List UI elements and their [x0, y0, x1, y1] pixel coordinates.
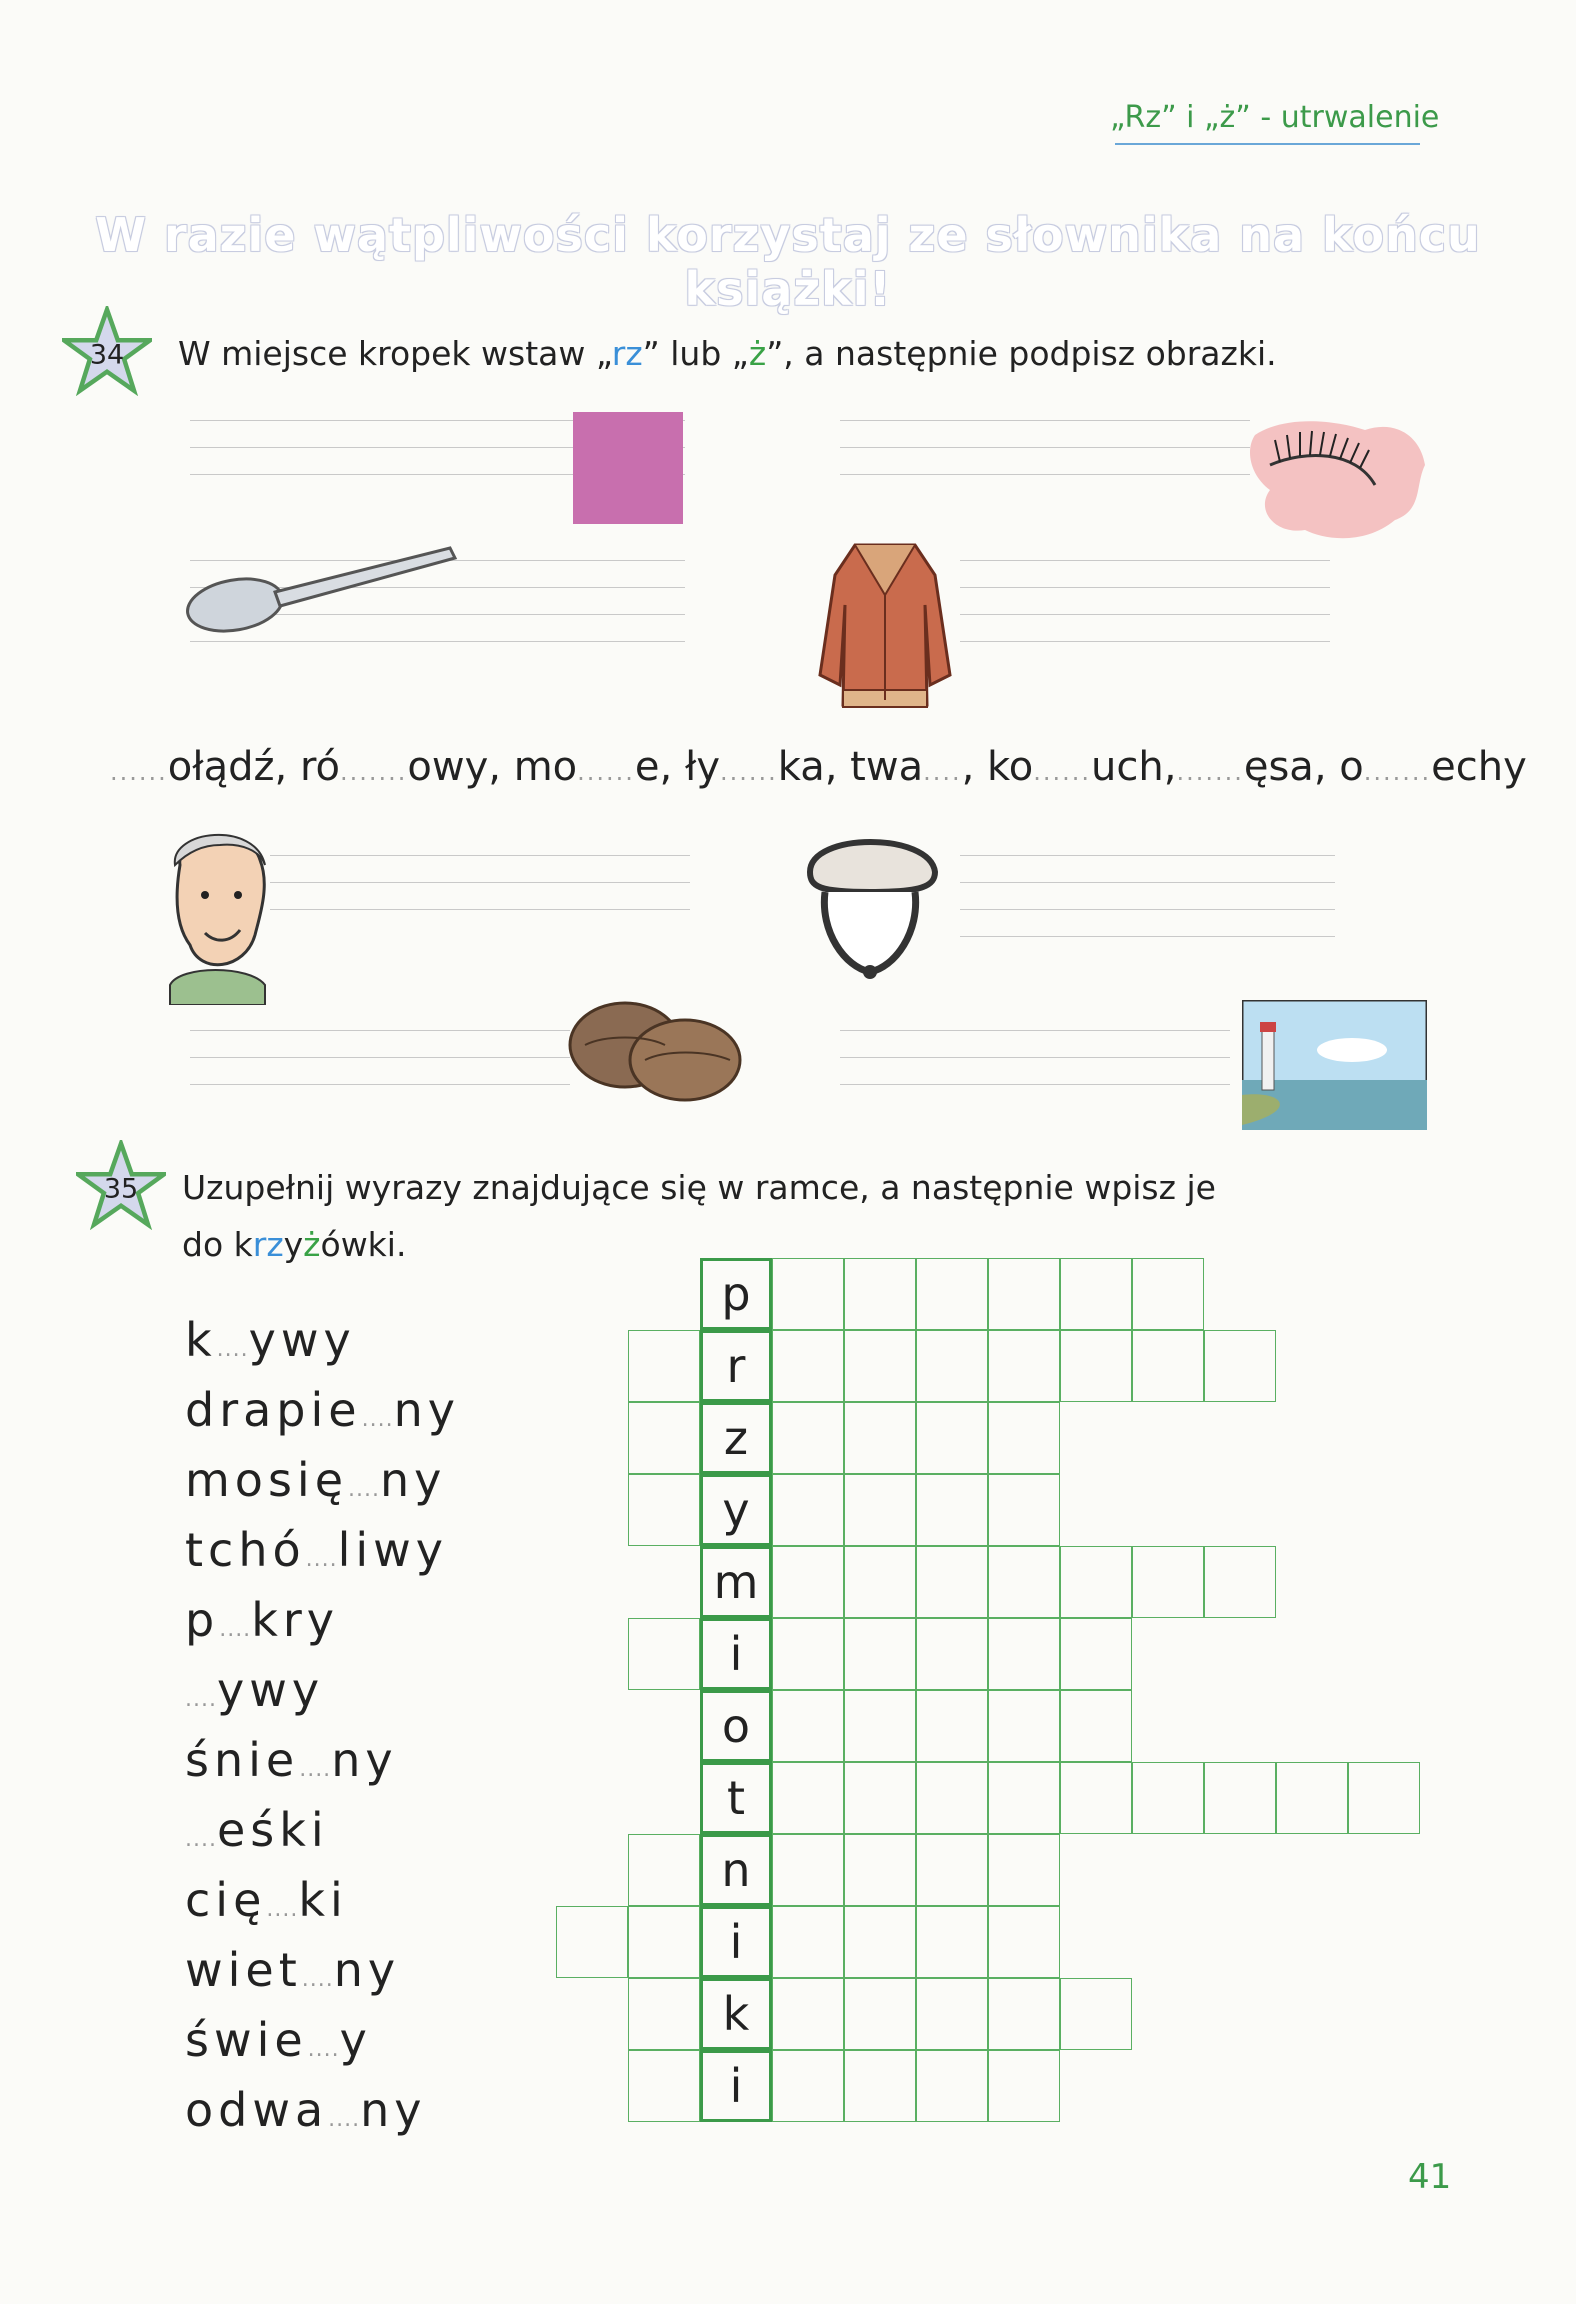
word-fragment: owy, mo — [407, 744, 578, 790]
eyelash-image — [1245, 410, 1430, 545]
crossword-cell[interactable] — [916, 1978, 988, 2050]
crossword-cell[interactable] — [988, 1474, 1060, 1546]
word-list-item — [185, 2075, 460, 2145]
blank-dots: .... — [361, 1407, 394, 1432]
task-35-number: 35 — [103, 1173, 139, 1205]
crossword-key-cell — [700, 1330, 772, 1402]
task-34-star-icon — [62, 306, 152, 396]
crossword-cell[interactable] — [1204, 1762, 1276, 1834]
blank-dots: .... — [266, 1897, 299, 1922]
crossword-cell[interactable] — [844, 1834, 916, 1906]
crossword-cell[interactable] — [988, 2050, 1060, 2122]
crossword-cell[interactable] — [772, 1546, 844, 1618]
crossword-cell[interactable] — [556, 1906, 628, 1978]
crossword-cell[interactable] — [1348, 1762, 1420, 1834]
crossword-cell[interactable] — [1060, 1330, 1132, 1402]
blank-dots: .... — [219, 1617, 252, 1642]
crossword-key-letter: i — [729, 1915, 743, 1969]
word-fragment: , ko — [961, 744, 1034, 790]
crossword-key-cell — [700, 1546, 772, 1618]
word-part-before: k — [185, 1313, 217, 1367]
word-part-before: wiet — [185, 1943, 302, 1997]
crossword-cell[interactable] — [988, 1906, 1060, 1978]
crossword-key-cell — [700, 1474, 772, 1546]
word-list-item — [185, 1305, 460, 1375]
crossword-cell[interactable] — [1060, 1618, 1132, 1690]
task-34-number: 34 — [89, 339, 125, 371]
word-list-task-34: ......ołądź, ró.......owy, mo......e, ły......ka, twa...., ko......uch,.......ęsa, o.......echy — [110, 744, 1527, 790]
crossword-cell[interactable] — [844, 1690, 916, 1762]
crossword-cell[interactable] — [772, 1402, 844, 1474]
crossword-key-letter: m — [713, 1555, 759, 1609]
crossword-key-cell — [700, 1762, 772, 1834]
word-part-before: odwa — [185, 2083, 329, 2137]
writing-lines-8 — [840, 1030, 1230, 1111]
word-list-item — [185, 1795, 460, 1865]
crossword-cell[interactable] — [844, 1474, 916, 1546]
word-list-item — [185, 1865, 460, 1935]
blank-dots: .... — [216, 1337, 249, 1362]
word-list-item — [185, 1935, 460, 2005]
crossword-cell[interactable] — [1204, 1330, 1276, 1402]
word-list-item — [185, 1655, 460, 1725]
writing-lines-6 — [960, 855, 1335, 963]
crossword-cell[interactable] — [916, 1546, 988, 1618]
crossword-cell[interactable] — [988, 1834, 1060, 1906]
crossword-cell[interactable] — [844, 1402, 916, 1474]
header-underline — [1115, 143, 1420, 145]
writing-lines-5 — [270, 855, 690, 936]
word-part-after: ny — [393, 1383, 460, 1437]
crossword-key-letter: y — [722, 1483, 750, 1537]
acorn-image — [800, 822, 940, 982]
crossword-cell[interactable] — [844, 1978, 916, 2050]
crossword-key-letter: o — [721, 1699, 751, 1753]
blank-dots: .... — [305, 1547, 338, 1572]
word-list-item — [185, 2005, 460, 2075]
word-part-before: p — [185, 1593, 220, 1647]
page-number: 41 — [1408, 2157, 1452, 2197]
crossword-cell[interactable] — [988, 1330, 1060, 1402]
crossword-cell[interactable] — [772, 1978, 844, 2050]
crossword-cell[interactable] — [1132, 1546, 1204, 1618]
crossword-cell[interactable] — [1276, 1762, 1348, 1834]
crossword-cell[interactable] — [844, 1546, 916, 1618]
word-part-after: ny — [333, 1943, 401, 1997]
crossword-cell[interactable] — [916, 1402, 988, 1474]
task-34-instruction: W miejsce kropek wstaw „rz” lub „ż”, a następnie podpisz obrazki. — [178, 334, 1277, 373]
crossword-cell[interactable] — [1132, 1330, 1204, 1402]
crossword-cell[interactable] — [1060, 1978, 1132, 2050]
crossword-key-cell — [700, 2050, 772, 2122]
crossword-cell[interactable] — [628, 1834, 700, 1906]
word-part-after: ywy — [248, 1313, 356, 1367]
crossword-key-letter: z — [723, 1411, 749, 1465]
word-part-after: liwy — [337, 1523, 449, 1577]
crossword-cell[interactable] — [1204, 1546, 1276, 1618]
crossword-cell[interactable] — [844, 1906, 916, 1978]
crossword-cell[interactable] — [916, 2050, 988, 2122]
word-part-after: ywy — [216, 1663, 325, 1717]
crossword-cell[interactable] — [988, 1978, 1060, 2050]
word-part-after: kry — [251, 1593, 339, 1647]
crossword-cell[interactable] — [1132, 1258, 1204, 1330]
word-part-before: mosię — [185, 1453, 348, 1507]
crossword-cell[interactable] — [916, 1330, 988, 1402]
crossword-cell[interactable] — [628, 1330, 700, 1402]
crossword-key-letter: k — [722, 1987, 750, 2041]
blank-dots: .... — [301, 1967, 334, 1992]
crossword-cell[interactable] — [844, 1258, 916, 1330]
blank-dots: .... — [299, 1757, 332, 1782]
word-part-after: eśki — [216, 1803, 329, 1857]
task-35-instruction-line-2: do krzyżówki. — [182, 1225, 407, 1264]
fur-coat-image — [815, 535, 955, 715]
crossword-cell[interactable] — [772, 1762, 844, 1834]
word-part-after: ny — [379, 1453, 447, 1507]
crossword-cell[interactable] — [916, 1690, 988, 1762]
crossword-key-cell — [700, 1618, 772, 1690]
crossword-cell[interactable] — [772, 1906, 844, 1978]
crossword-cell[interactable] — [1060, 1258, 1132, 1330]
pink-square-image — [573, 412, 683, 524]
crossword-cell[interactable] — [988, 1762, 1060, 1834]
crossword-cell[interactable] — [916, 1258, 988, 1330]
word-list-task-35 — [185, 1305, 460, 2145]
crossword-cell[interactable] — [988, 1258, 1060, 1330]
crossword-cell[interactable] — [844, 2050, 916, 2122]
crossword-key-letter: t — [726, 1771, 746, 1825]
word-fragment: ołądź, ró — [167, 744, 340, 790]
crossword-cell[interactable] — [916, 1618, 988, 1690]
crossword-key-letter: i — [729, 1627, 743, 1681]
crossword-cell[interactable] — [988, 1618, 1060, 1690]
grandfather-face-image — [160, 825, 275, 1005]
word-part-after: y — [339, 2013, 372, 2067]
crossword-cell[interactable] — [916, 1762, 988, 1834]
crossword-cell[interactable] — [916, 1906, 988, 1978]
crossword-cell[interactable] — [1060, 1762, 1132, 1834]
word-fragment: uch, — [1091, 744, 1177, 790]
word-list-item — [185, 1725, 460, 1795]
crossword-cell[interactable] — [1132, 1762, 1204, 1834]
crossword-cell[interactable] — [916, 1474, 988, 1546]
word-part-after: ny — [331, 1733, 398, 1787]
crossword-cell[interactable] — [628, 1618, 700, 1690]
word-list-item — [185, 1585, 460, 1655]
word-list-item — [185, 1375, 460, 1445]
crossword-cell[interactable] — [628, 1402, 700, 1474]
task-35-instruction-line-1: Uzupełnij wyrazy znajdujące się w ramce, a następnie wpisz je — [182, 1168, 1216, 1207]
word-fragment: ka, twa — [777, 744, 924, 790]
crossword-cell[interactable] — [916, 1834, 988, 1906]
crossword-key-letter: p — [721, 1267, 751, 1321]
blank-dots: .... — [185, 1687, 217, 1712]
task-35-star-icon — [76, 1140, 166, 1230]
crossword-cell[interactable] — [628, 1978, 700, 2050]
spoon-image — [180, 540, 460, 640]
crossword-key-cell — [700, 1402, 772, 1474]
crossword-key-cell — [700, 1258, 772, 1330]
crossword-cell[interactable] — [628, 1474, 700, 1546]
crossword-cell[interactable] — [1060, 1690, 1132, 1762]
crossword-cell[interactable] — [772, 1330, 844, 1402]
header-title: „Rz” i „ż” - utrwalenie — [1110, 100, 1440, 135]
crossword-key-cell — [700, 1690, 772, 1762]
crossword-cell[interactable] — [1060, 1546, 1132, 1618]
crossword-cell[interactable] — [772, 1618, 844, 1690]
crossword-key-letter: i — [729, 2059, 743, 2113]
dictionary-banner: W razie wątpliwości korzystaj ze słownika na końcu książki! — [95, 208, 1481, 316]
word-fragment: echy — [1431, 744, 1527, 790]
crossword-cell[interactable] — [844, 1618, 916, 1690]
crossword-cell[interactable] — [772, 2050, 844, 2122]
crossword-cell[interactable] — [988, 1690, 1060, 1762]
word-list-item — [185, 1515, 460, 1585]
word-fragment: e, ły — [634, 744, 720, 790]
blank-dots: .... — [348, 1477, 380, 1502]
blank-dots: .... — [328, 2107, 361, 2132]
crossword-key-cell — [700, 1978, 772, 2050]
word-part-after: ki — [298, 1873, 348, 1927]
word-part-before: świe — [185, 2013, 308, 2067]
crossword-cell[interactable] — [772, 1474, 844, 1546]
crossword-cell[interactable] — [988, 1546, 1060, 1618]
walnuts-image — [565, 995, 745, 1105]
word-part-before: cię — [185, 1873, 267, 1927]
crossword-cell[interactable] — [628, 1906, 700, 1978]
crossword-key-letter: n — [721, 1843, 751, 1897]
crossword-key-cell — [700, 1834, 772, 1906]
crossword-cell[interactable] — [628, 2050, 700, 2122]
word-list-item — [185, 1445, 460, 1515]
crossword-cell[interactable] — [988, 1402, 1060, 1474]
crossword-key-letter: r — [726, 1339, 746, 1393]
word-part-before: drapie — [185, 1383, 362, 1437]
crossword-cell[interactable] — [844, 1762, 916, 1834]
writing-lines-4 — [960, 560, 1330, 668]
word-fragment: ęsa, o — [1243, 744, 1364, 790]
crossword-key-cell — [700, 1906, 772, 1978]
crossword-cell[interactable] — [844, 1330, 916, 1402]
writing-lines-2 — [840, 420, 1250, 501]
word-part-after: ny — [360, 2083, 427, 2137]
crossword-cell[interactable] — [772, 1834, 844, 1906]
seaside-lighthouse-image — [1242, 1000, 1427, 1130]
crossword-cell[interactable] — [772, 1258, 844, 1330]
word-part-before: śnie — [185, 1733, 300, 1787]
blank-dots: .... — [307, 2037, 340, 2062]
crossword-cell[interactable] — [772, 1690, 844, 1762]
word-part-before: tchó — [185, 1523, 306, 1577]
writing-lines-7 — [190, 1030, 570, 1111]
blank-dots: .... — [185, 1827, 217, 1852]
